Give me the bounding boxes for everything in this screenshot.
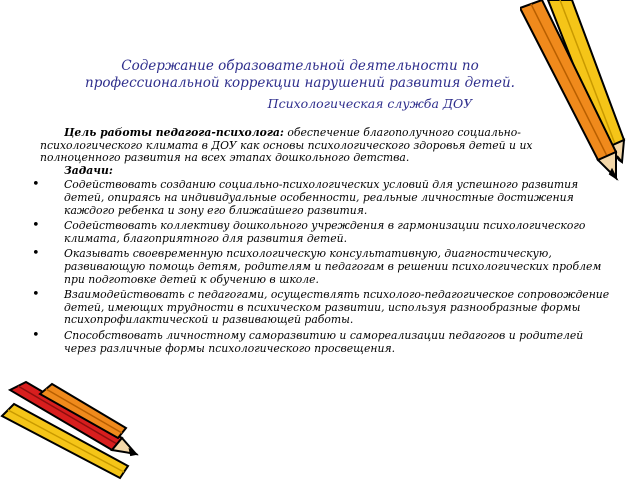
- list-item: • Взаимодействовать с педагогами, осуществлять психолого-педагогическое сопровождение детей, имеющих трудности в психическом развитии, используя разнообразные формы психопрофилактической и развивающей работы.: [40, 289, 610, 327]
- goal-label: Цель работы педагога-психолога:: [64, 126, 284, 139]
- list-item: • Способствовать личностному саморазвитию и самореализации педагогов и родителей через различные формы психологического просвещения.: [40, 330, 610, 355]
- pencils-bottom-left-icon: [0, 380, 140, 480]
- title-line-2: профессиональной коррекции нарушений развития детей.: [85, 75, 515, 91]
- tasks-heading: Задачи:: [64, 163, 113, 177]
- goal-text: обеспечение благополучного социально-психологического климата в ДОУ как основы психологического здоровья детей и их полноценного развития на всех этапах дошкольного детства.: [40, 126, 533, 165]
- list-item: • Оказывать своевременную психологическую консультативную, диагностическую, развивающую помощь детям, родителям и педагогам в решении психологических проблем при подготовке детей к обучению в школе.: [40, 248, 610, 286]
- subtitle: Психологическая служба ДОУ: [267, 96, 473, 111]
- pencils-top-right-icon: [520, 0, 640, 200]
- list-item: • Содействовать созданию социально-психологических условий для успешного развития детей, опираясь на индивидуальные особенности, реальные личностные достижения каждого ребенка и зону его ближайшего развития.: [40, 179, 610, 217]
- tasks-list: [40, 179, 610, 355]
- title-line-1: Содержание образовательной деятельности по: [121, 58, 479, 74]
- list-item: • Содействовать коллективу дошкольного учреждения в гармонизации психологического климата, благоприятного для развития детей.: [40, 220, 610, 245]
